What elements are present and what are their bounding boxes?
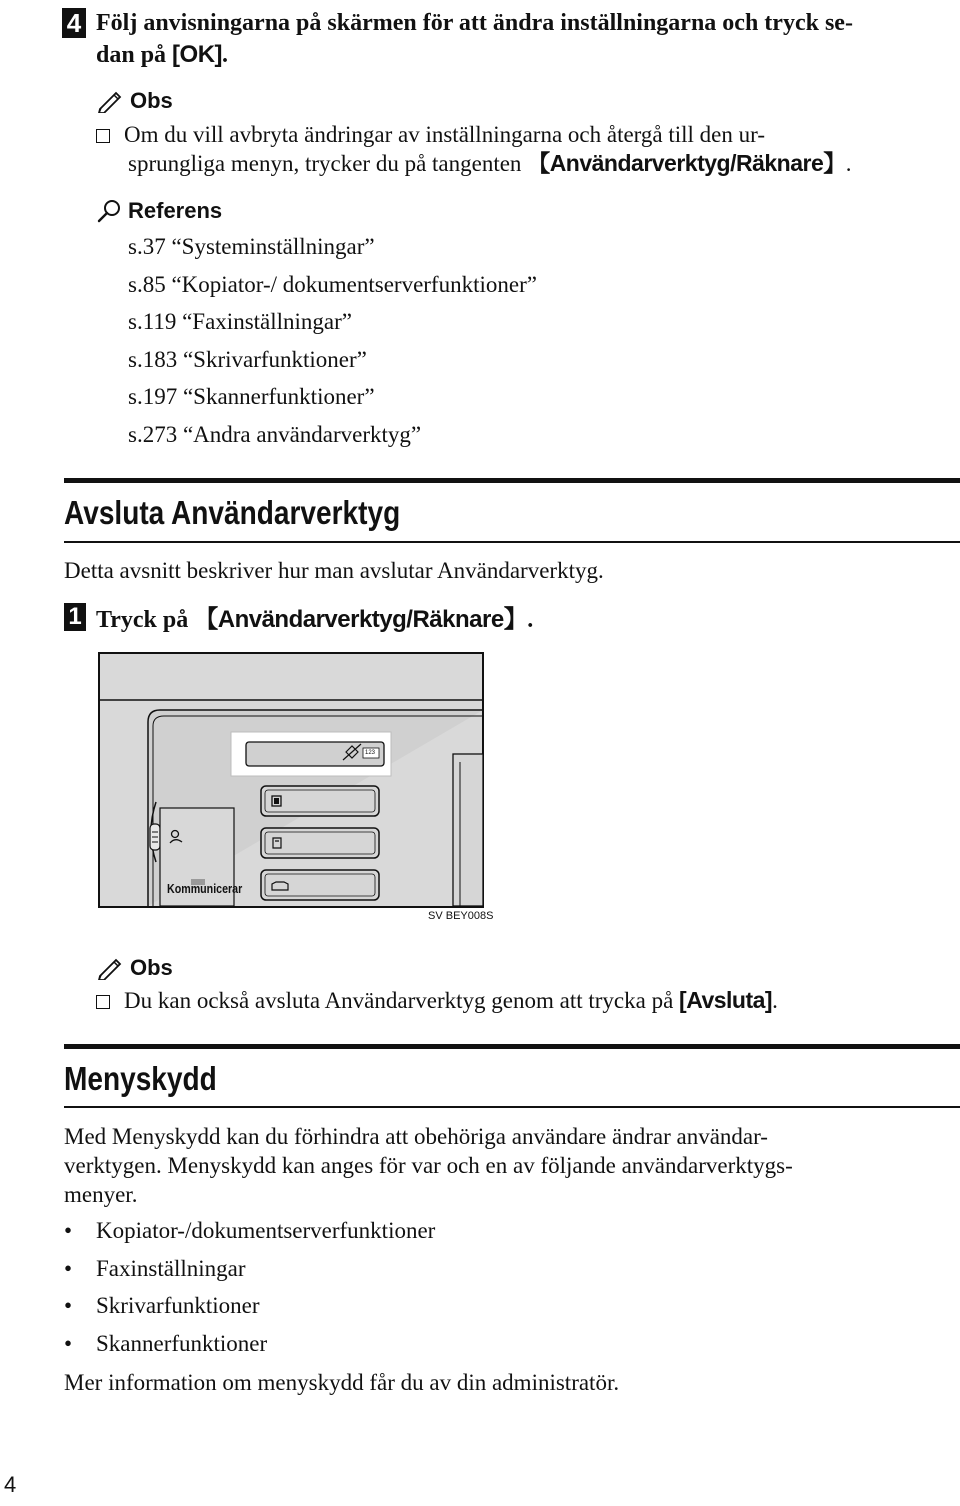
note-heading: Obs: [96, 955, 173, 981]
user-tools-key-label: 【Användarverktyg/Räknare】: [194, 606, 528, 633]
note-2-text: Du kan också avsluta Användarverktyg genom att trycka på [Avsluta].: [96, 986, 778, 1015]
section-title-avsluta: Avsluta Användarverktyg: [64, 494, 401, 531]
magnifier-icon: [96, 198, 122, 224]
section-rule-top: [64, 478, 960, 483]
reference-item[interactable]: s.85 “Kopiator-/ dokumentserverfunktioner”: [128, 271, 537, 297]
reference-list: [128, 228, 537, 453]
user-tools-key-label: 【Användarverktyg/Räknare】: [527, 150, 846, 176]
reference-item[interactable]: s.273 “Andra användarverktyg”: [128, 421, 422, 447]
section-rule-bottom: [64, 1106, 960, 1108]
list-item: • Skrivarfunktioner: [64, 1287, 435, 1325]
display-tag: 123: [365, 750, 376, 756]
list-item: • Skannerfunktioner: [64, 1325, 435, 1363]
page-number: 4: [4, 1472, 17, 1497]
section-2-paragraph: Med Menyskydd kan du förhindra att obehöriga användare ändrar användar- verktygen. Menyskydd kan anges för var och en av följande användarverktygs- menyer.: [64, 1124, 793, 1207]
control-panel-illustration: [98, 652, 484, 908]
pencil-icon: [96, 89, 124, 113]
note-heading: Obs: [96, 88, 173, 114]
checkbox-icon: [96, 995, 110, 1009]
ok-key-label: [OK]: [172, 41, 223, 68]
administrator-note: Mer information om menyskydd får du av din administratör.: [64, 1370, 620, 1395]
list-item: • Faxinställningar: [64, 1250, 435, 1288]
reference-item[interactable]: s.37 “Systeminställningar”: [128, 234, 375, 259]
step-4-instruction: [96, 8, 958, 71]
reference-item[interactable]: s.197 “Skannerfunktioner”: [128, 384, 375, 409]
checkbox-icon: [96, 129, 110, 143]
step-4-line-1: Följ anvisningarna på skärmen för att ändra inställningarna och tryck se-: [96, 10, 853, 36]
reference-heading: Referens: [96, 198, 222, 224]
exit-key-label: [Avsluta]: [679, 987, 773, 1013]
step-1-number: 1: [64, 603, 86, 631]
protected-menus-list: [64, 1212, 435, 1362]
reference-item[interactable]: s.119 “Faxinställningar”: [128, 309, 352, 334]
reference-item[interactable]: s.183 “Skrivarfunktioner”: [128, 346, 367, 372]
step-4-number: 4: [62, 8, 86, 38]
section-rule-bottom: [64, 541, 960, 543]
list-item: • Kopiator-/dokumentserverfunktioner: [64, 1212, 435, 1250]
section-title-menyskydd: Menyskydd: [64, 1060, 217, 1097]
section-1-intro: Detta avsnitt beskriver hur man avslutar Användarverktyg.: [64, 558, 604, 583]
section-rule-top: [64, 1044, 960, 1049]
step-4-line-2: dan på [OK].: [96, 41, 229, 68]
pencil-icon: [96, 956, 124, 980]
step-1-instruction: Tryck på 【Användarverktyg/Räknare】.: [96, 606, 534, 633]
figure-caption: SV BEY008S: [428, 910, 494, 922]
communicating-indicator-label: Kommunicerar: [167, 881, 243, 896]
note-1-text: Om du vill avbryta ändringar av inställningarna och återgå till den ur- sprungliga menyn, trycker du på tangenten 【Användarverktyg/Räknare】.: [96, 120, 958, 178]
